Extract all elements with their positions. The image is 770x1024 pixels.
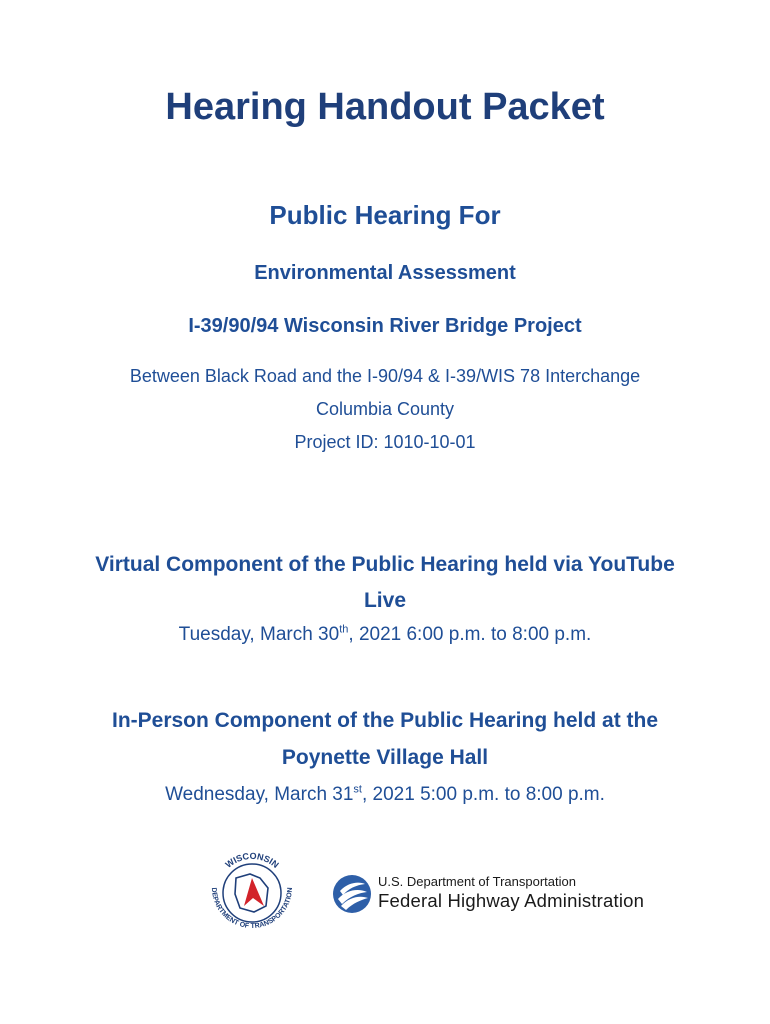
svg-text:DEPARTMENT OF TRANSPORTATION: DEPARTMENT OF TRANSPORTATION <box>209 887 295 931</box>
virtual-date-sup: th <box>339 623 349 636</box>
county-line: Columbia County <box>315 399 455 419</box>
virtual-date-prefix: Tuesday, March 30 <box>178 624 340 645</box>
hearing-subtitle: Public Hearing For <box>269 200 501 230</box>
in-person-date-prefix: Wednesday, March 31 <box>165 784 354 805</box>
wisdot-seal-icon <box>202 848 302 938</box>
assessment-heading: Environmental Assessment <box>254 262 516 284</box>
in-person-heading-line2: Poynette Village Hall <box>281 746 489 769</box>
virtual-heading-line1: Virtual Component of the Public Hearing held via YouTube <box>95 553 675 576</box>
location-line: Between Black Road and the I-90/94 & I-39/WIS 78 Interchange <box>129 366 641 386</box>
in-person-date-sup: st <box>353 783 362 796</box>
in-person-heading-line1: In-Person Component of the Public Hearing held at the <box>111 709 659 732</box>
virtual-date-suffix: , 2021 6:00 p.m. to 8:00 p.m. <box>348 624 592 645</box>
page-title: Hearing Handout Packet <box>165 86 605 128</box>
project-name: I-39/90/94 Wisconsin River Bridge Project <box>188 315 582 337</box>
fhwa-line1: U.S. Department of Transportation <box>378 874 576 889</box>
fhwa-line2: Federal Highway Administration <box>378 890 645 911</box>
virtual-date <box>0 624 770 646</box>
project-id: Project ID: 1010-10-01 <box>294 432 476 452</box>
fhwa-logo <box>332 870 677 920</box>
virtual-heading-line2: Live <box>363 589 407 612</box>
in-person-date-suffix: , 2021 5:00 p.m. to 8:00 p.m. <box>361 784 605 805</box>
fhwa-shield-icon <box>332 873 372 915</box>
svg-text:WISCONSIN: WISCONSIN <box>223 850 281 870</box>
in-person-date <box>0 784 770 806</box>
